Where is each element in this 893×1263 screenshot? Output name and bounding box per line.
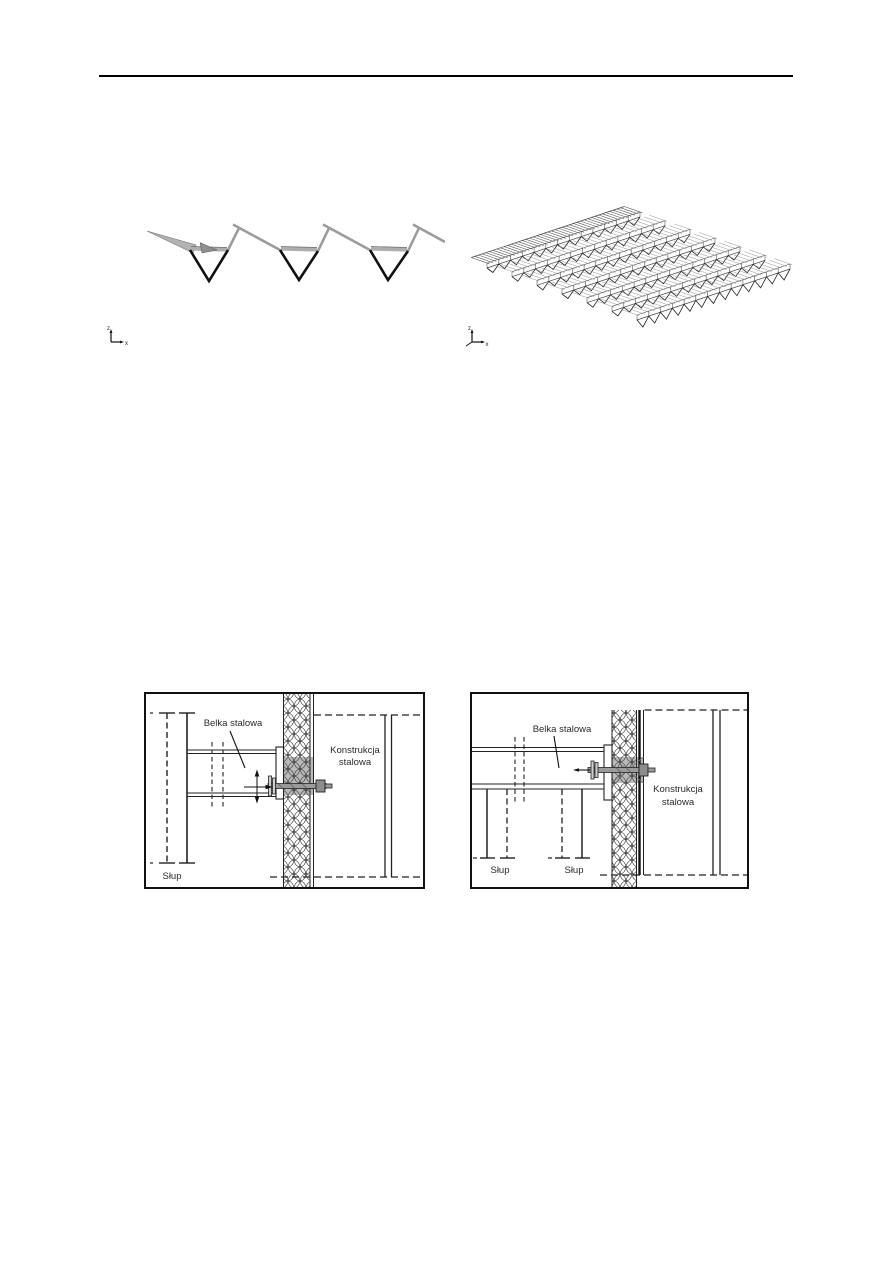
label-stalowa: stalowa <box>338 757 372 768</box>
wireframe-structure <box>471 207 792 328</box>
header-rule <box>99 75 793 77</box>
label-konstrukcja: Konstrukcja <box>653 784 703 795</box>
label-slup: Słup <box>162 871 182 882</box>
axis-label-z: z <box>107 326 110 332</box>
figure-connection-detail-left <box>144 692 425 889</box>
label-konstrukcja: Konstrukcja <box>330 745 380 756</box>
roof-slope-lines <box>228 225 445 252</box>
label-stalowa: stalowa <box>661 797 695 808</box>
axis-label-z: z <box>468 326 471 332</box>
truss-top-band <box>191 249 407 250</box>
end-plate <box>276 747 284 799</box>
axis-icon <box>466 326 489 348</box>
figure-roof-3d-wireframe <box>455 165 795 350</box>
label-slup-right: Słup <box>564 865 584 876</box>
figure-sawtooth-side-view <box>100 165 445 350</box>
axis-label-x: x <box>485 342 489 348</box>
label-belka-stalowa: Belka stalowa <box>532 724 592 735</box>
label-slup-left: Słup <box>490 865 510 876</box>
axis-label-x: x <box>125 341 128 347</box>
wall-insulation <box>613 710 637 887</box>
axis-icon <box>107 326 128 347</box>
label-belka-stalowa: Belka stalowa <box>203 718 263 729</box>
wall-insulation <box>284 694 310 887</box>
figure-connection-detail-right <box>470 692 749 889</box>
v-truss <box>190 250 408 281</box>
roof-panel <box>147 231 196 253</box>
